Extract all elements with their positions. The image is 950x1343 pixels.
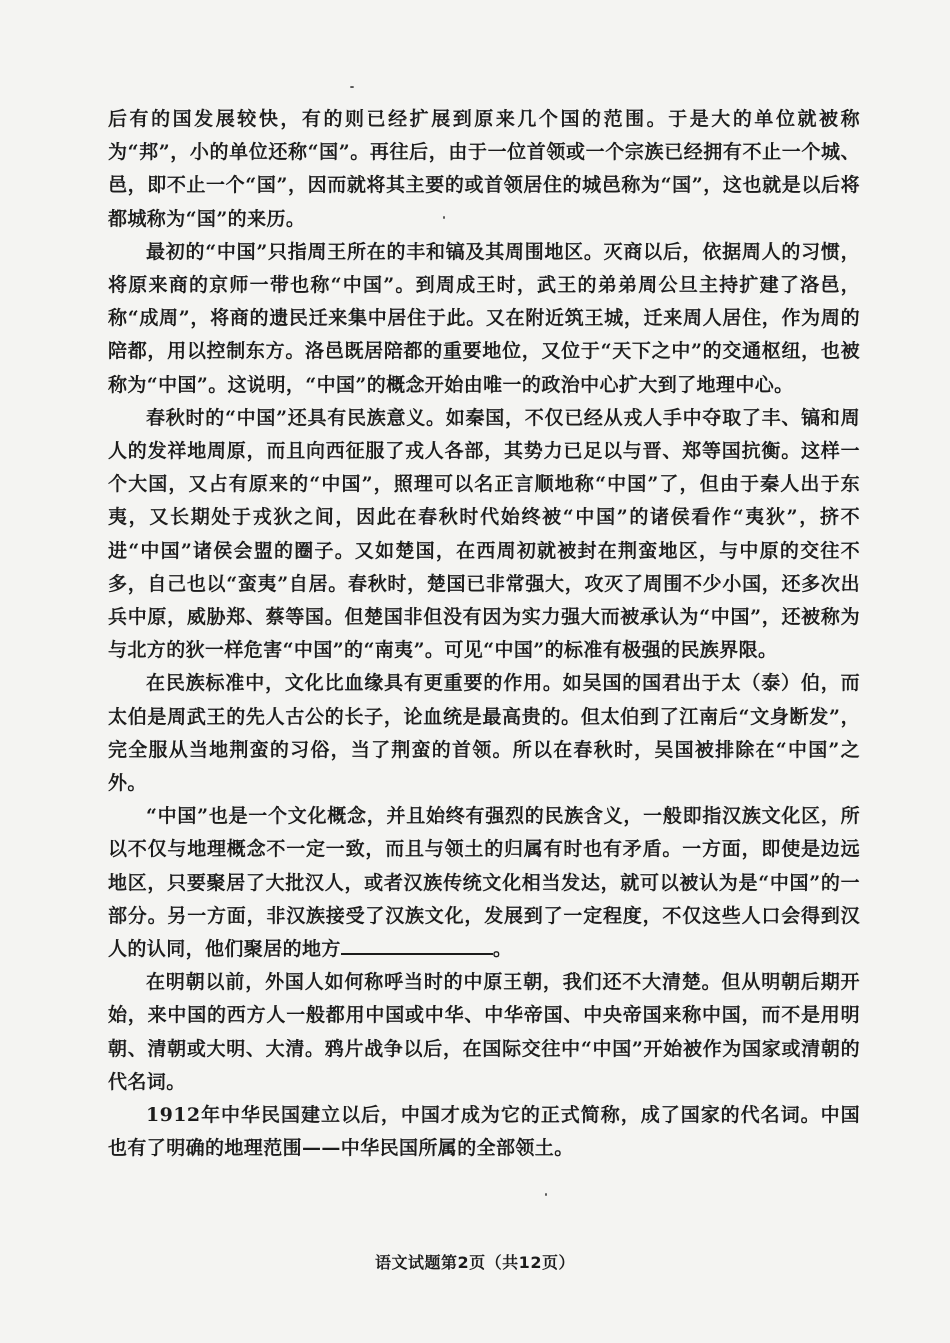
scan-speck [350,86,354,88]
paragraph-1: 后有的国发展较快，有的则已经扩展到原来几个国的范围。于是大的单位就被称为“邦”，小的单位还称“国”。再往后，由于一位首领或一个宗族已经拥有不止一个城、邑，即不止一个“国”，因而就将其主要的或首领居住的城邑称为“国”，这也就是以后将都城称为“国”的来历。 [108,108,860,230]
page-footer: 语文试题第2页（共12页） [375,1253,575,1272]
paragraph-4: 在民族标准中，文化比血缘具有更重要的作用。如吴国的国君出于太（泰）伯，而太伯是周武王的先人古公的长子，论血统是最高贵的。但太伯到了江南后“文身断发”，完全服从当地荆蛮的习俗，当了荆蛮的首领。所以在春秋时，吴国被排除在“中国”之外。 [108,672,860,795]
paragraph-7: 1912年中华民国建立以后，中国才成为它的正式简称，成了国家的代名词。中国也有了明确的地理范围——中华民国所属的全部领土。 [108,1104,860,1160]
paragraph-5-text: “中国”也是一个文化概念，并且始终有强烈的民族含义，一般即指汉族文化区，所以不仅与地理概念不一定一致，而且与领土的归属有时也有矛盾。一方面，即使是边远地区，只要聚居了大批汉人，或者汉族传统文化相当发达，就可以被认为是“中国”的一部分。另一方面，非汉族接受了汉族文化，发展到了一定程度，不仅这些人口会得到汉人的认同，他们聚居的地方 [108,805,860,961]
passage-body [108,103,860,1166]
paragraph-5-end: 。 [492,938,513,961]
paragraph-2: 最初的“中国”只指周王所在的丰和镐及其周围地区。灭商以后，依据周人的习惯，将原来商的京师一带也称“中国”。到周成王时，武王的弟弟周公旦主持扩建了洛邑，称“成周”，将商的遗民迁来集中居住于此。又在附近筑王城，迁来周人居住，作为周的陪都，用以控制东方。洛邑既居陪都的重要地位，又位于“天下之中”的交通枢纽，也被称为“中国”。这说明，“中国”的概念开始由唯一的政治中心扩大到了地理中心。 [108,240,860,396]
paragraph-6: 在明朝以前，外国人如何称呼当时的中原王朝，我们还不大清楚。但从明朝后期开始，来中国的西方人一般都用中国或中华、中华帝国、中央帝国来称中国，而不是用明朝、清朝或大明、大清。鸦片战争以后，在国际交往中“中国”开始被作为国家或清朝的代名词。 [108,971,860,1093]
scan-speck [545,1193,547,1196]
paragraph-3: 春秋时的“中国”还具有民族意义。如秦国，不仅已经从戎人手中夺取了丰、镐和周人的发祥地周原，而且向西征服了戎人各部，其势力已足以与晋、郑等国抗衡。这样一个大国，又占有原来的“中国”，照理可以名正言顺地称“中国”了，但由于秦人出于东夷，又长期处于戎狄之间，因此在春秋时代始终被“中国”的诸侯看作“夷狄”，挤不进“中国”诸侯会盟的圈子。又如楚国，在西周初就被封在荆蛮地区，与中原的交往不多，自己也以“蛮夷”自居。春秋时，楚国已非常强大，攻灭了周围不少小国，还多次出兵中原，威胁郑、蔡等国。但楚国非但没有因为实力强大而被承认为“中国”，还被称为与北方的狄一样危害“中国”的“南夷”。可见“中国”的标准有极强的民族界限。 [108,406,860,662]
fill-in-blank[interactable] [341,935,493,955]
paragraph-5 [108,800,860,966]
